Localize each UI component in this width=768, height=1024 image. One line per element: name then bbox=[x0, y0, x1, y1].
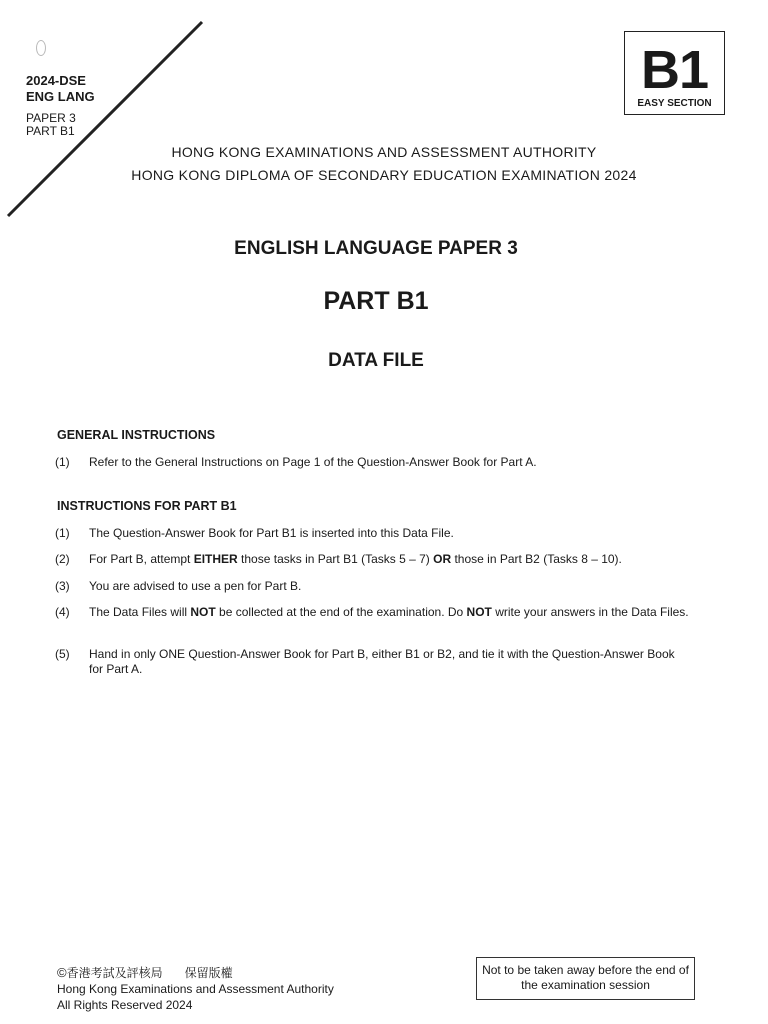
exam-name: HONG KONG DIPLOMA OF SECONDARY EDUCATION EXAMINATION 2024 bbox=[131, 167, 637, 183]
general-instructions-heading: GENERAL INSTRUCTIONS bbox=[57, 428, 216, 442]
item-text: The Data Files will NOT be collected at the end of the examination. Do NOT write your answers in the Data Files. bbox=[89, 605, 689, 619]
section-badge bbox=[624, 31, 725, 115]
take-away-notice: Not to be taken away before the end of the examination session bbox=[476, 957, 695, 1000]
part-title: PART B1 bbox=[323, 287, 429, 315]
item-text: Refer to the General Instructions on Page 1 of the Question-Answer Book for Part A. bbox=[89, 455, 537, 469]
badge-code: B1 bbox=[640, 40, 709, 100]
item-number: (1) bbox=[55, 526, 70, 540]
corner-paper: PAPER 3 bbox=[26, 111, 76, 125]
badge-label: EASY SECTION bbox=[637, 98, 712, 109]
part-instructions-heading: INSTRUCTIONS FOR PART B1 bbox=[57, 499, 237, 513]
item-number: (5) bbox=[55, 647, 70, 661]
authority-name: HONG KONG EXAMINATIONS AND ASSESSMENT AUTHORITY bbox=[171, 144, 597, 160]
item-text: You are advised to use a pen for Part B. bbox=[89, 579, 302, 593]
copyright-icon: © bbox=[57, 965, 67, 980]
punch-hole-mark bbox=[36, 40, 46, 56]
item-number: (2) bbox=[55, 552, 70, 566]
corner-year: 2024-DSE bbox=[26, 73, 86, 88]
paper-title: ENGLISH LANGUAGE PAPER 3 bbox=[234, 238, 518, 259]
data-file-title: DATA FILE bbox=[328, 350, 424, 371]
copyright-rights: All Rights Reserved 2024 bbox=[57, 998, 193, 1012]
copyright-chinese: ©香港考試及評核局 保留版權 bbox=[57, 965, 233, 980]
item-number: (1) bbox=[55, 455, 70, 469]
item-text: For Part B, attempt EITHER those tasks in Part B1 (Tasks 5 – 7) OR those in Part B2 (Tasks 8 – 10). bbox=[89, 552, 622, 566]
corner-subject: ENG LANG bbox=[26, 89, 95, 104]
item-number: (3) bbox=[55, 579, 70, 593]
item-text: The Question-Answer Book for Part B1 is inserted into this Data File. bbox=[89, 526, 454, 540]
copyright-block bbox=[57, 965, 334, 1013]
corner-part: PART B1 bbox=[26, 124, 75, 138]
item-text: Hand in only ONE Question-Answer Book for Part B, either B1 or B2, and tie it with the Question-Answer Book for Part A. bbox=[89, 647, 675, 676]
copyright-org: Hong Kong Examinations and Assessment Authority bbox=[57, 982, 334, 996]
item-number: (4) bbox=[55, 605, 70, 619]
